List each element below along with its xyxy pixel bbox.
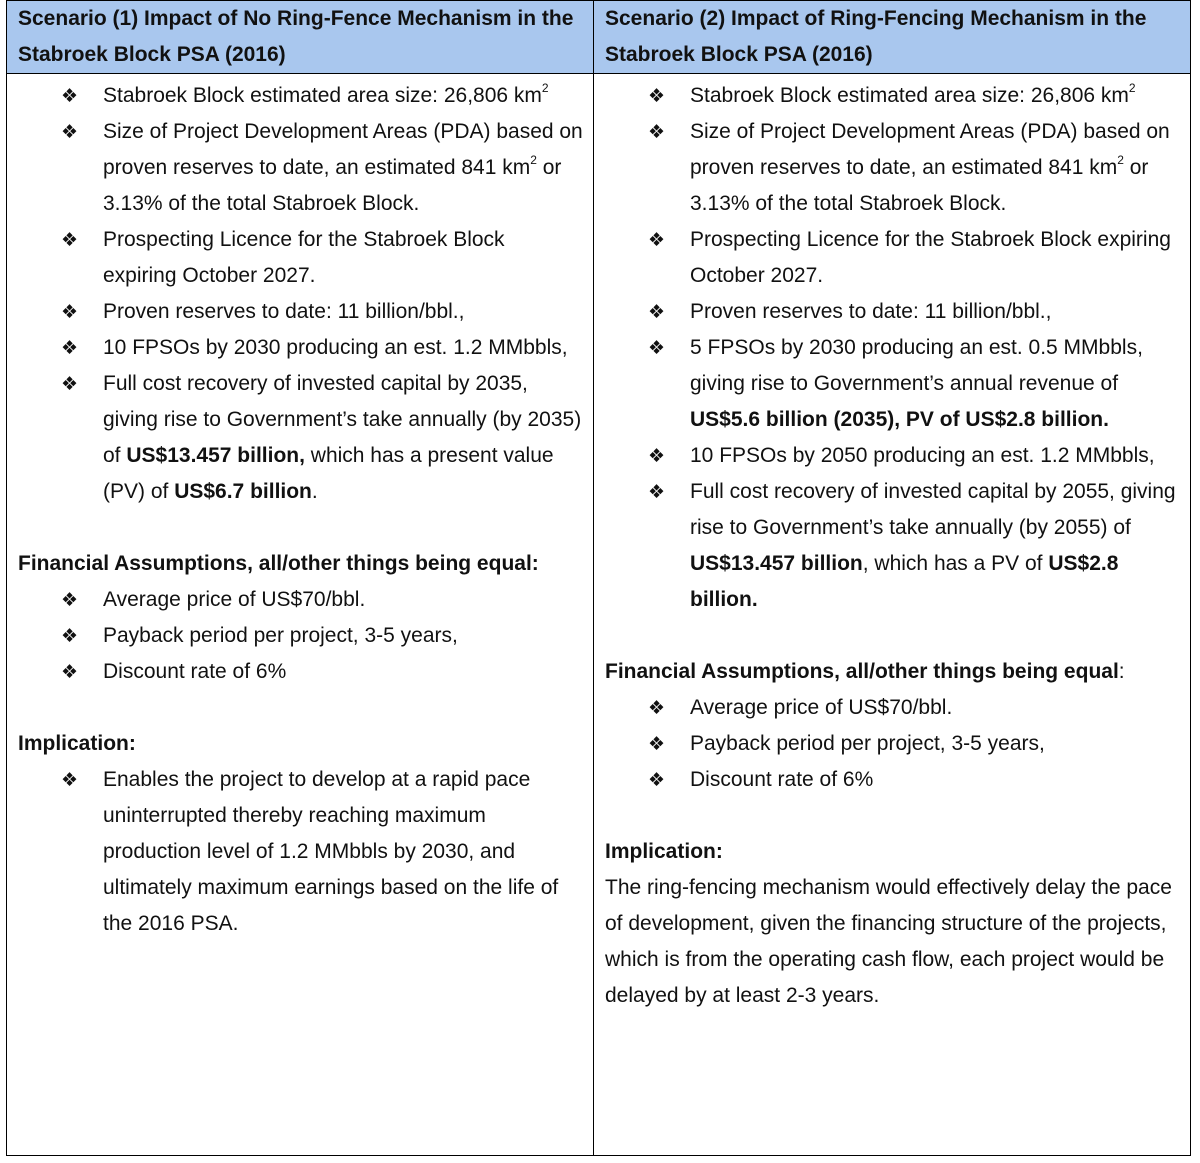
list-item: ❖ Payback period per project, 3-5 years, [103, 618, 583, 654]
list-item: ❖ Discount rate of 6% [690, 762, 1180, 798]
scenario-1-header: Scenario (1) Impact of No Ring-Fence Mechanism in the Stabroek Block PSA (2016) [7, 1, 594, 74]
scenario-2-header: Scenario (2) Impact of Ring-Fencing Mechanism in the Stabroek Block PSA (2016) [594, 1, 1191, 74]
list-item: ❖ Prospecting Licence for the Stabroek Block expiring October 2027. [103, 222, 583, 294]
scenario-1-facts [18, 78, 583, 510]
implication-text: The ring-fencing mechanism would effectively delay the pace of development, given the financing structure of the projects, which is from the operating cash flow, each project would be delayed by at least 2-3 years. [605, 876, 1172, 1007]
list-item: ❖ Size of Project Development Areas (PDA) based on proven reserves to date, an estimated 841 $km^2$ or 3.13% of the total Stabroek Block. [103, 114, 583, 222]
financial-assumptions-title: Financial Assumptions, all/other things being equal: [605, 660, 1125, 683]
scenario-1-body [7, 74, 594, 1156]
body-row [7, 74, 1191, 1156]
list-item: ❖ Stabroek Block estimated area size: 26,806 $km^2$ [690, 78, 1180, 114]
list-item: ❖ Proven reserves to date: 11 billion/bbl., [690, 294, 1180, 330]
list-item: ❖ Average price of US$70/bbl. [690, 690, 1180, 726]
list-item: ❖ Size of Project Development Areas (PDA) based on proven reserves to date, an estimated 841 $km^2$ or 3.13% of the total Stabroek Block. [690, 114, 1180, 222]
list-item: ❖ 10 FPSOs by 2030 producing an est. 1.2 MMbbls, [103, 330, 583, 366]
implication-title: Implication: [18, 732, 136, 755]
implication-list [18, 762, 583, 942]
list-item: ❖ Discount rate of 6% [103, 654, 583, 690]
list-item: ❖ Proven reserves to date: 11 billion/bbl., [103, 294, 583, 330]
list-item: ❖ Average price of US$70/bbl. [103, 582, 583, 618]
list-item: ❖ 10 FPSOs by 2050 producing an est. 1.2 MMbbls, [690, 438, 1180, 474]
scenario-2-facts [605, 78, 1180, 618]
header-row [7, 1, 1191, 74]
financial-assumptions-title: Financial Assumptions, all/other things being equal: [18, 552, 539, 575]
financial-assumptions-list [605, 690, 1180, 798]
financial-assumptions-list [18, 582, 583, 690]
scenario-comparison-table [6, 0, 1191, 1156]
list-item: ❖ 5 FPSOs by 2030 producing an est. 0.5 MMbbls, giving rise to Government’s annual revenue of US$5.6 billion (2035), PV of US$2.8 billion. [690, 330, 1180, 438]
implication-title: Implication: [605, 840, 723, 863]
list-item: ❖ Payback period per project, 3-5 years, [690, 726, 1180, 762]
list-item: ❖ Prospecting Licence for the Stabroek Block expiring October 2027. [690, 222, 1180, 294]
list-item: ❖ Enables the project to develop at a rapid pace uninterrupted thereby reaching maximum production level of 1.2 MMbbls by 2030, and ultimately maximum earnings based on the life of the 2016 PSA. [103, 762, 583, 942]
list-item: ❖ Full cost recovery of invested capital by 2035, giving rise to Government’s take annually (by 2035) of US$13.457 billion, which has a present value (PV) of US$6.7 billion. [103, 366, 583, 510]
list-item: ❖ Stabroek Block estimated area size: 26,806 $km^2$ [103, 78, 583, 114]
list-item: ❖ Full cost recovery of invested capital by 2055, giving rise to Government’s take annually (by 2055) of US$13.457 billion, which has a PV of US$2.8 billion. [690, 474, 1180, 618]
scenario-2-body [594, 74, 1191, 1156]
